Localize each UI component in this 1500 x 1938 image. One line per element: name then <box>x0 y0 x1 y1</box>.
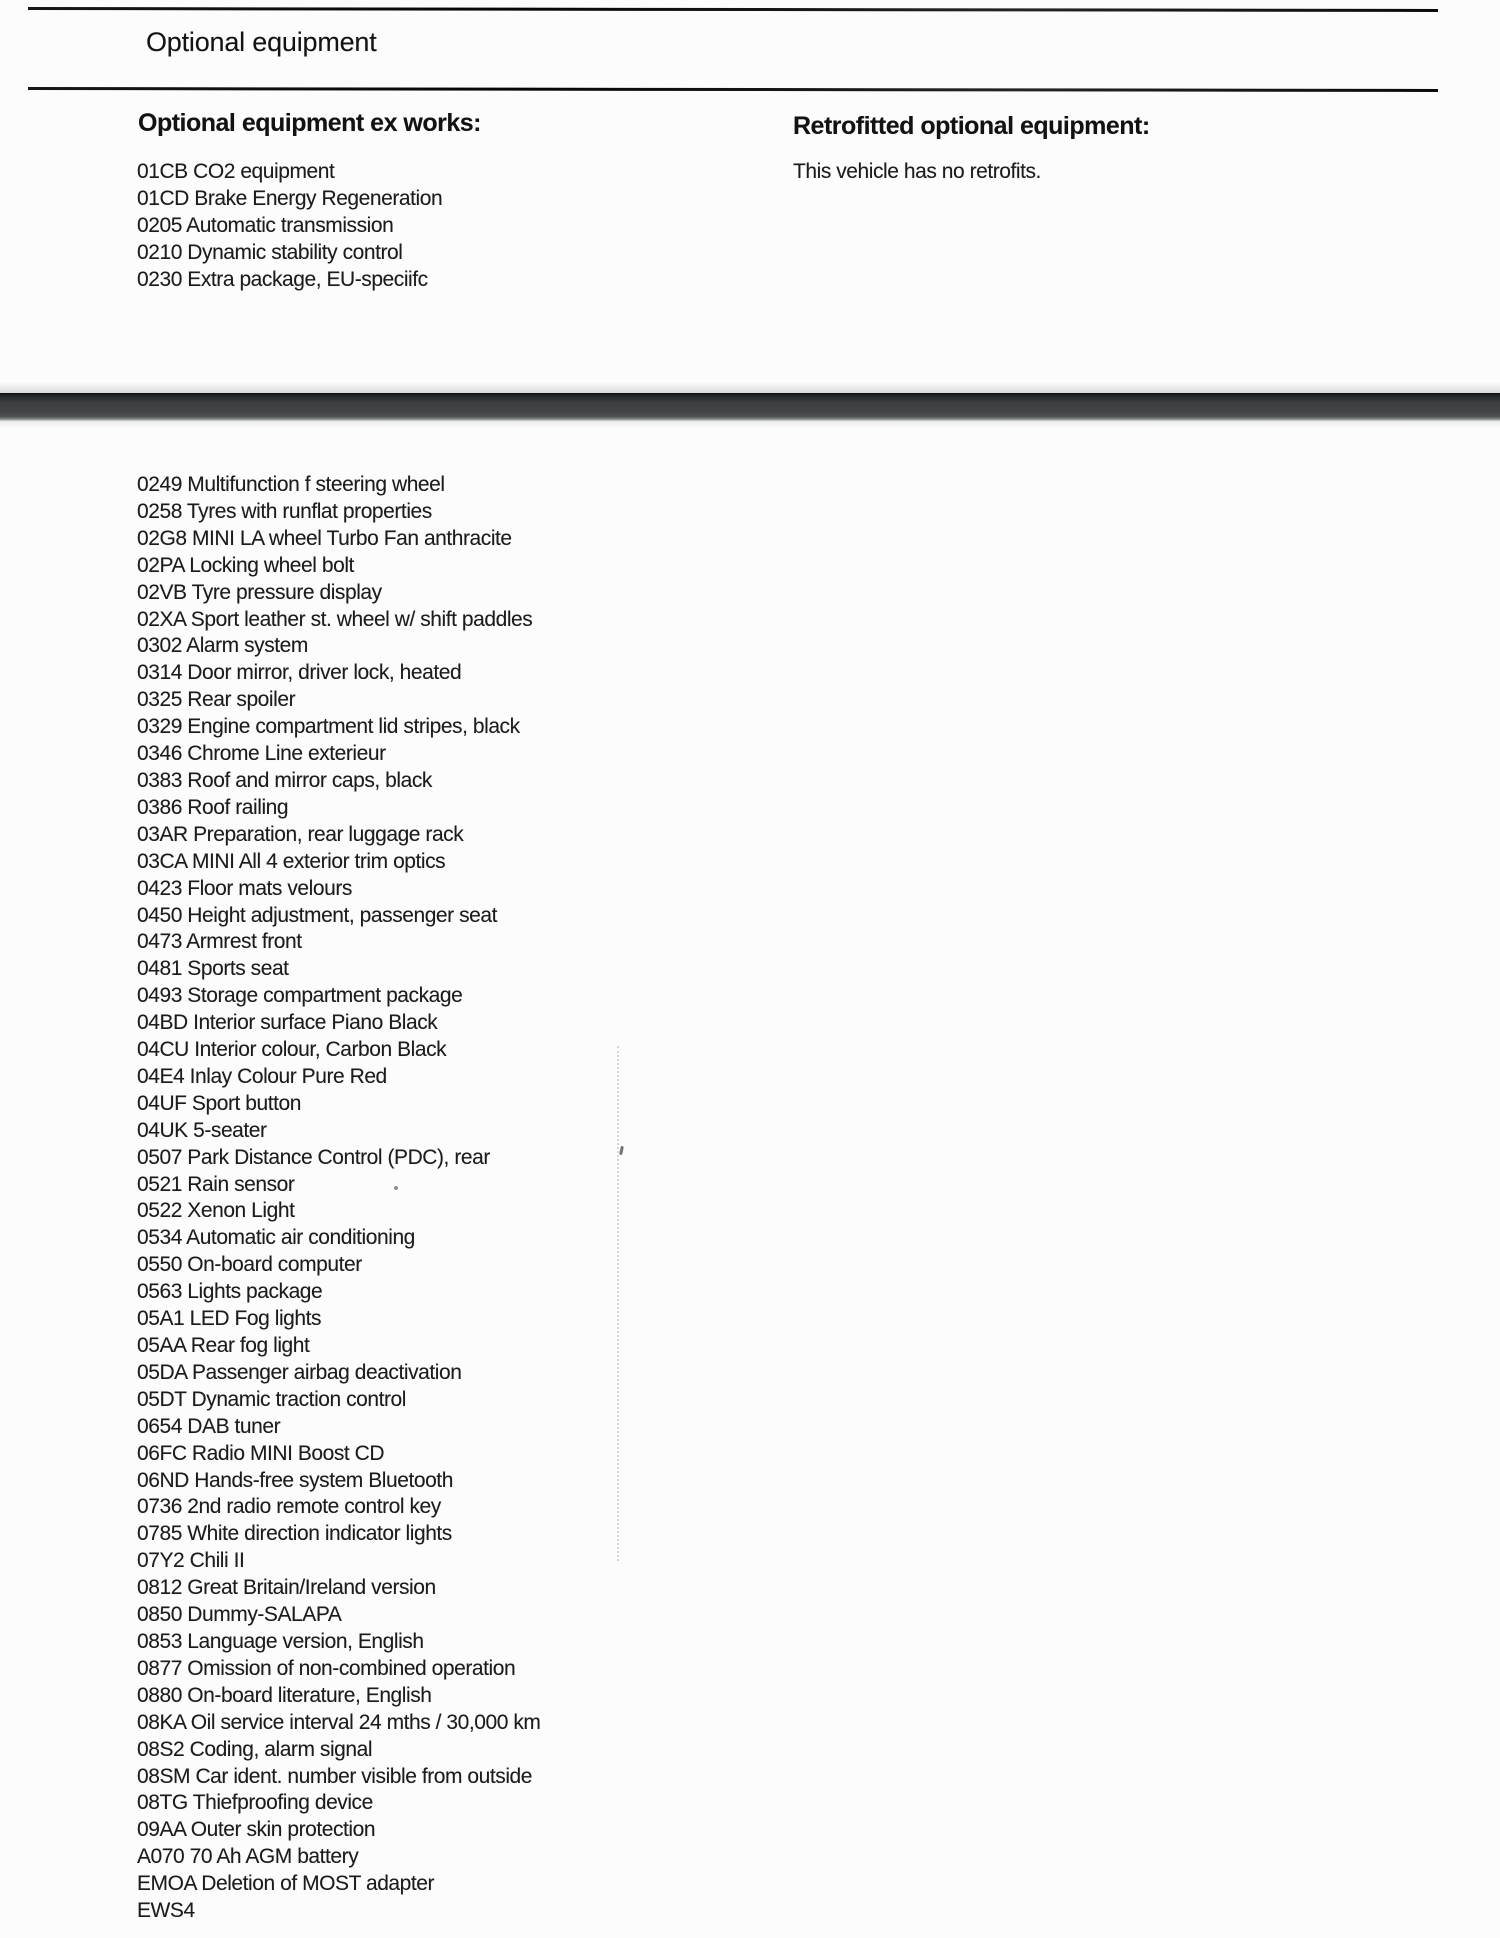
equipment-list-item: 0507 Park Distance Control (PDC), rear <box>137 1145 490 1169</box>
equipment-list-item: 06FC Radio MINI Boost CD <box>137 1441 385 1465</box>
equipment-list-item: 0230 Extra package, EU-speciifc <box>137 268 428 291</box>
equipment-list-item: 01CD Brake Energy Regeneration <box>137 187 443 210</box>
equipment-list-item: 07Y2 Chili II <box>137 1549 245 1573</box>
equipment-list-item: 08S2 Coding, alarm signal <box>137 1737 373 1761</box>
equipment-list-item: 0481 Sports seat <box>137 957 289 981</box>
scan-artifact-dot <box>394 1186 398 1190</box>
equipment-list-item: 02VB Tyre pressure display <box>137 580 382 604</box>
equipment-list-item: 0329 Engine compartment lid stripes, black <box>137 715 520 739</box>
equipment-list-item: 0383 Roof and mirror caps, black <box>137 768 432 792</box>
equipment-list-item: 0249 Multifunction f steering wheel <box>137 473 445 496</box>
equipment-list-item: 0346 Chrome Line exterieur <box>137 742 386 766</box>
equipment-list-item: 0522 Xenon Light <box>137 1199 295 1223</box>
equipment-list-item: 0205 Automatic transmission <box>137 214 394 237</box>
equipment-list-item: 02PA Locking wheel bolt <box>137 553 354 577</box>
equipment-list-item: 0210 Dynamic stability control <box>137 241 403 264</box>
equipment-list-item: 03CA MINI All 4 exterior trim optics <box>137 849 446 873</box>
equipment-list-item: 0493 Storage compartment package <box>137 984 463 1008</box>
equipment-list-item: 04E4 Inlay Colour Pure Red <box>137 1064 387 1088</box>
equipment-list-item: 0521 Rain sensor <box>137 1172 295 1196</box>
section-header-ex-works: Optional equipment ex works: <box>138 109 481 137</box>
equipment-list-item: 0880 On-board literature, English <box>137 1683 432 1707</box>
ex-works-main-list <box>137 472 540 1925</box>
equipment-list-item: 04UF Sport button <box>137 1091 301 1115</box>
equipment-list-item: 04UK 5-seater <box>137 1118 267 1142</box>
page-separator-bar <box>0 393 1500 421</box>
scan-artifact-dotted-line <box>617 1046 619 1561</box>
equipment-list-item: 0534 Automatic air conditioning <box>137 1226 415 1250</box>
equipment-list-item: 0736 2nd radio remote control key <box>137 1495 441 1519</box>
equipment-list-item: 05DT Dynamic traction control <box>137 1387 407 1411</box>
section-header-retrofit: Retrofitted optional equipment: <box>793 112 1150 140</box>
separator-fade-top <box>0 382 1500 393</box>
equipment-list-item: EMOA Deletion of MOST adapter <box>137 1872 435 1896</box>
separator-fade-bottom <box>0 421 1500 428</box>
equipment-list-item: 02XA Sport leather st. wheel w/ shift paddles <box>137 607 533 631</box>
equipment-list-item: 08SM Car ident. number visible from outside <box>137 1764 533 1788</box>
equipment-list-item: 0423 Floor mats velours <box>137 876 352 900</box>
equipment-list-item: 0853 Language version, English <box>137 1629 424 1653</box>
equipment-list-item: 05A1 LED Fog lights <box>137 1307 322 1331</box>
equipment-list-item: 0850 Dummy-SALAPA <box>137 1603 342 1627</box>
equipment-list-item: A070 70 Ah AGM battery <box>137 1845 359 1869</box>
equipment-list-item: 0654 DAB tuner <box>137 1414 281 1438</box>
ex-works-top-list <box>137 158 442 293</box>
equipment-list-item: 0450 Height adjustment, passenger seat <box>137 903 497 927</box>
equipment-list-item: 0302 Alarm system <box>137 634 308 658</box>
equipment-list-item: 0314 Door mirror, driver lock, heated <box>137 661 462 685</box>
equipment-list-item: 0550 On-board computer <box>137 1253 362 1277</box>
equipment-list-item: 03AR Preparation, rear luggage rack <box>137 822 464 846</box>
equipment-list-item: 0325 Rear spoiler <box>137 688 296 712</box>
top-rule <box>28 7 1438 12</box>
equipment-list-item: 0563 Lights package <box>137 1280 323 1304</box>
equipment-list-item: 08TG Thiefproofing device <box>137 1791 373 1815</box>
page-title: Optional equipment <box>146 27 377 57</box>
equipment-list-item: EWS4 <box>137 1899 195 1923</box>
equipment-list-item: 0785 White direction indicator lights <box>137 1522 452 1546</box>
equipment-list-item: 08KA Oil service interval 24 mths / 30,000 km <box>137 1710 541 1734</box>
retrofit-note: This vehicle has no retrofits. <box>793 160 1041 183</box>
title-underline-rule <box>28 87 1438 92</box>
equipment-list-item: 04CU Interior colour, Carbon Black <box>137 1038 447 1062</box>
equipment-list-item: 05AA Rear fog light <box>137 1334 310 1357</box>
equipment-list-item: 04BD Interior surface Piano Black <box>137 1011 438 1035</box>
equipment-list-item: 05DA Passenger airbag deactivation <box>137 1360 462 1384</box>
equipment-list-item: 0386 Roof railing <box>137 795 289 819</box>
scan-artifact-tick <box>619 1146 624 1155</box>
equipment-list-item: 0812 Great Britain/Ireland version <box>137 1576 436 1600</box>
equipment-list-item: 06ND Hands-free system Bluetooth <box>137 1468 453 1492</box>
equipment-list-item: 0877 Omission of non-combined operation <box>137 1656 516 1680</box>
equipment-list-item: 01CB CO2 equipment <box>137 160 335 183</box>
equipment-list-item: 0473 Armrest front <box>137 930 302 954</box>
equipment-list-item: 02G8 MINI LA wheel Turbo Fan anthracite <box>137 526 512 550</box>
equipment-list-item: 09AA Outer skin protection <box>137 1818 376 1842</box>
equipment-list-item: 0258 Tyres with runflat properties <box>137 499 432 523</box>
